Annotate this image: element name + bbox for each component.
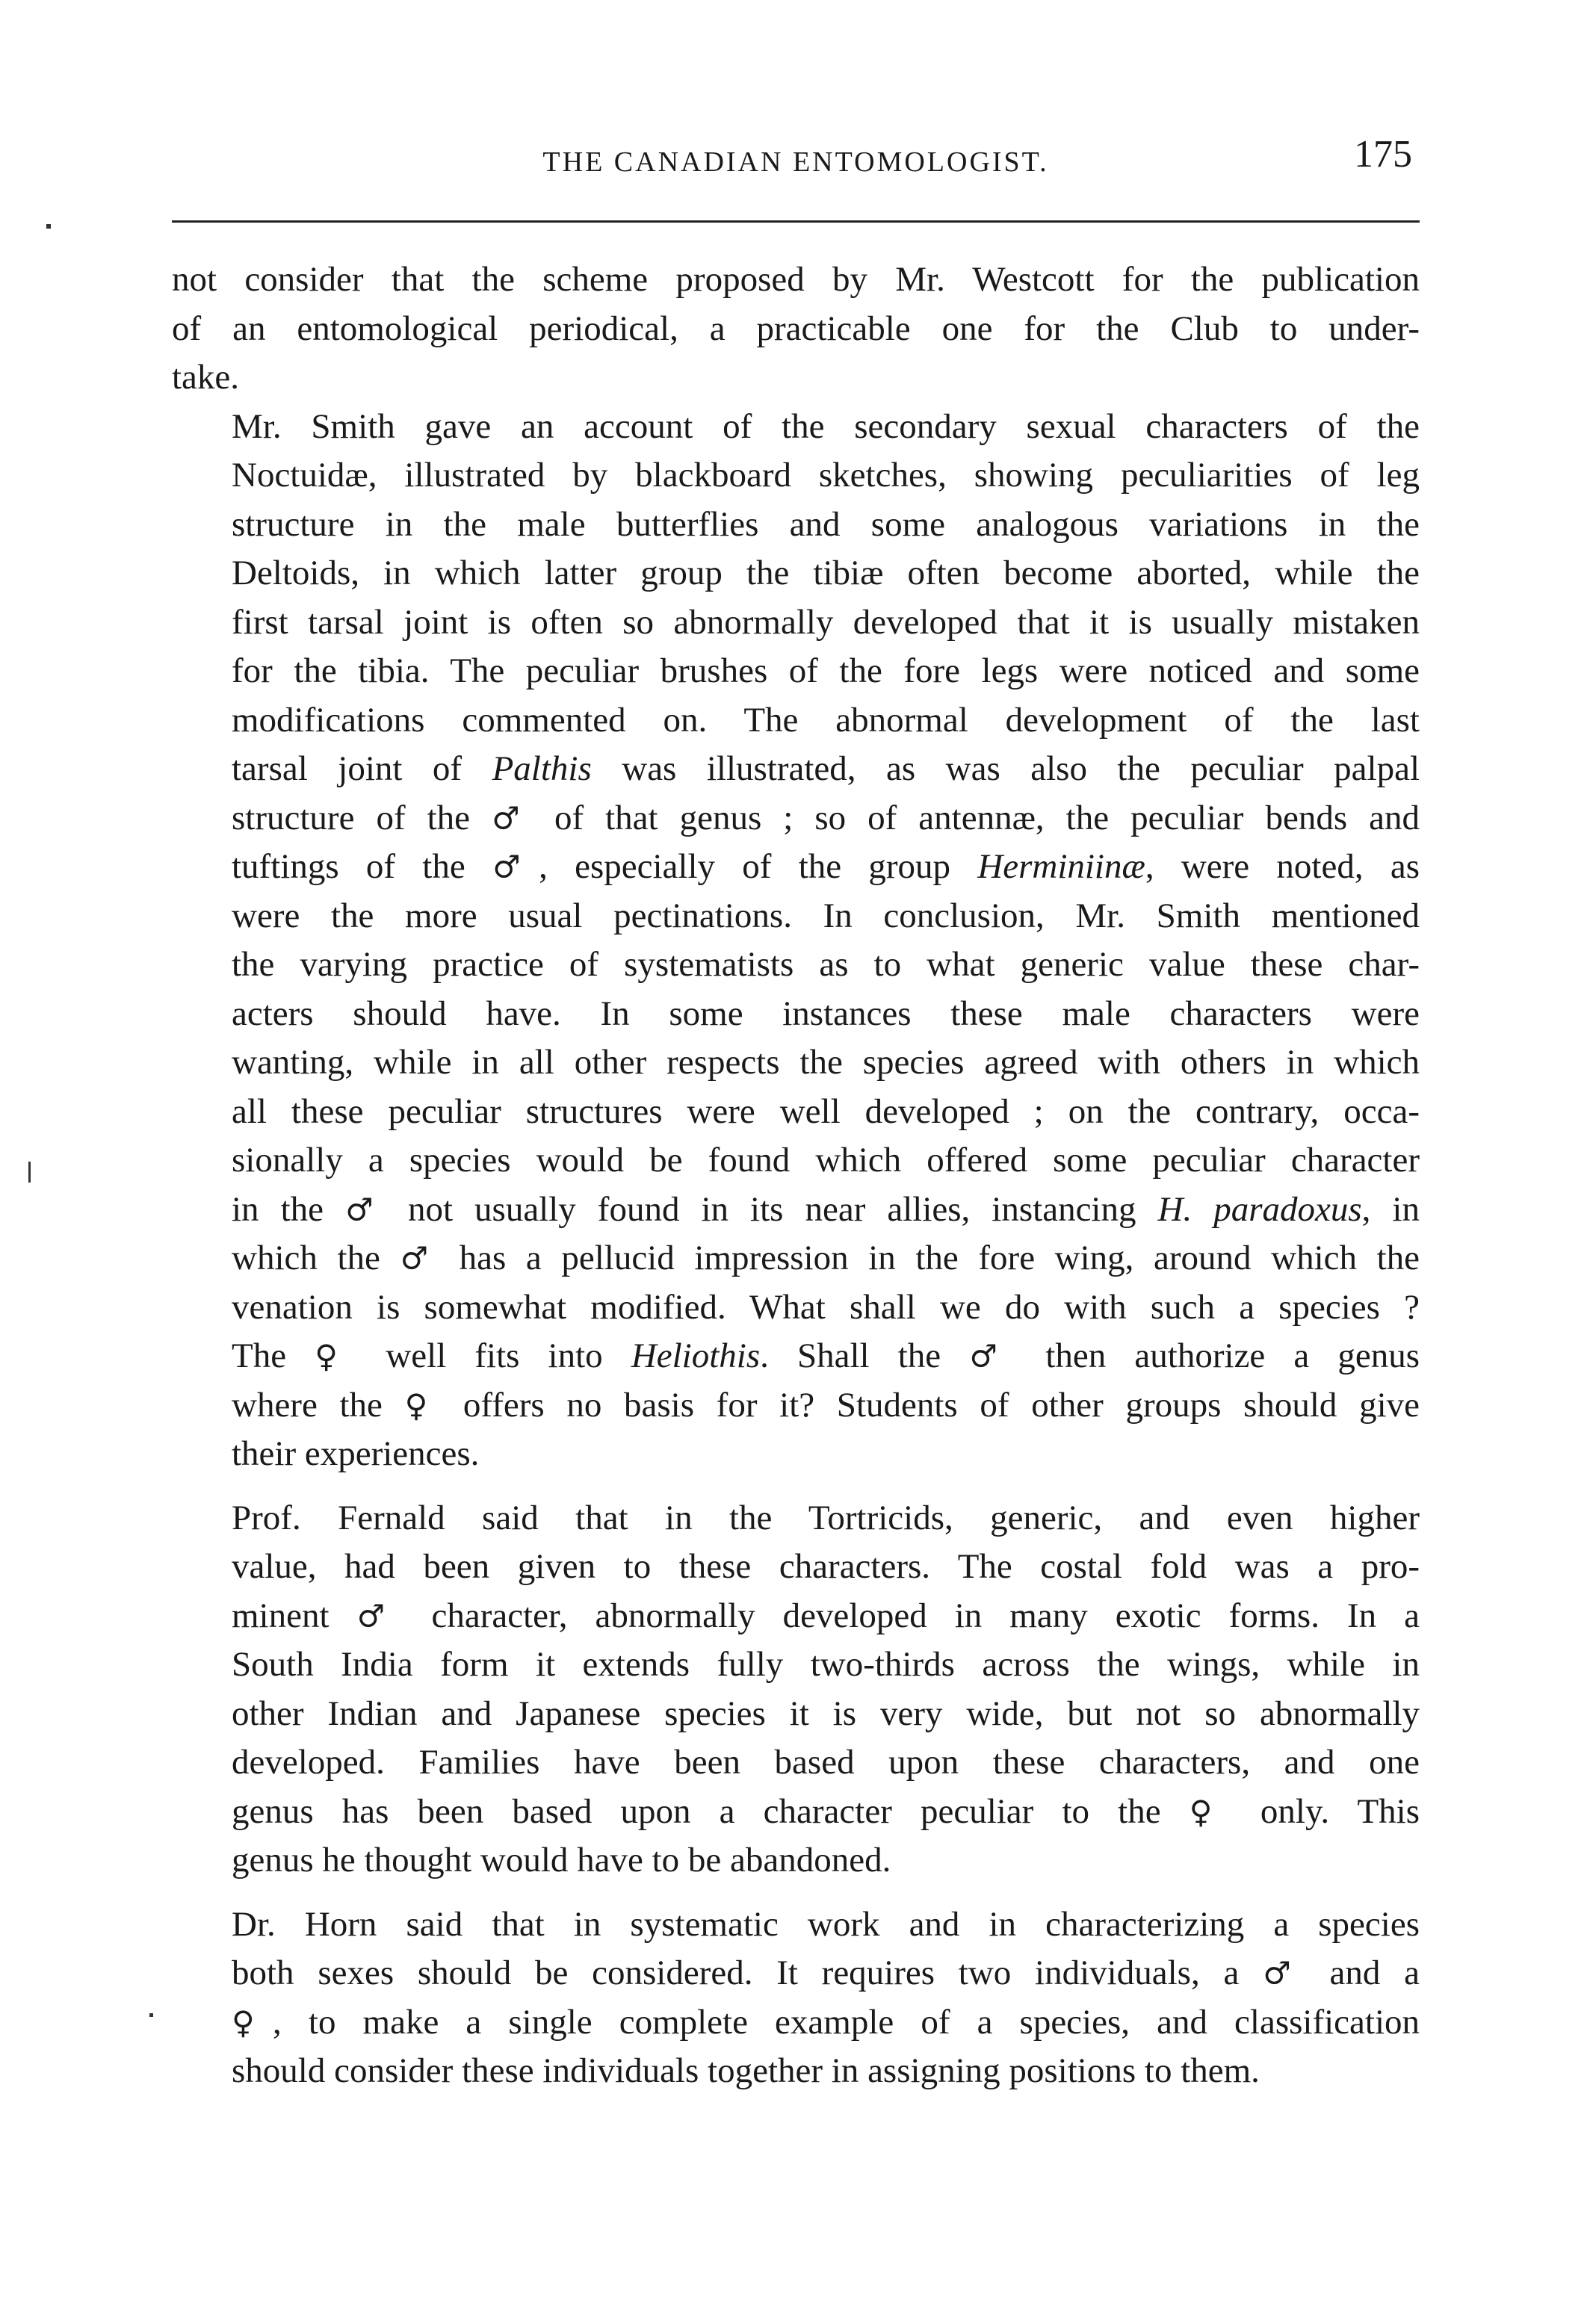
sex-symbol: ♂: [492, 849, 539, 885]
text-line: other Indian and Japanese species it is very wide, but not so abnormally: [232, 1694, 1420, 1733]
text-line: wanting, while in all other respects the species agreed with others in which: [232, 1043, 1420, 1082]
text-line: not consider that the scheme proposed by Mr. Westcott for the publication: [172, 260, 1420, 299]
text-line: of an entomological periodical, a practicable one for the Club to under-: [172, 309, 1420, 348]
page-number: 175: [1354, 133, 1412, 176]
running-head: [172, 131, 1420, 190]
text-line: were the more usual pectinations. In conclusion, Mr. Smith mentioned: [232, 896, 1420, 935]
text-line: tarsal joint of Palthis was illustrated, as was also the peculiar palpal: [232, 749, 1420, 788]
italic-term: Palthis: [492, 749, 592, 788]
text-line: their experiences.: [232, 1434, 480, 1473]
italic-term: Heliothis: [631, 1336, 761, 1375]
margin-speck: [149, 2013, 153, 2017]
margin-mark: [28, 1162, 31, 1183]
text-line: ♀, to make a single complete example of a species, and classification: [232, 2002, 1420, 2042]
text-line: venation is somewhat modified. What shall we do with such a species ?: [232, 1287, 1420, 1327]
sex-symbol: ♀: [1189, 1793, 1232, 1830]
text-line: structure in the male butterflies and some analogous variations in the: [232, 504, 1420, 544]
text-line: Noctuidæ, illustrated by blackboard sketches, showing peculiarities of leg: [232, 456, 1420, 495]
italic-term: Herminiinæ: [977, 847, 1145, 886]
italic-term: H. paradoxus: [1157, 1189, 1362, 1229]
text-line: Dr. Horn said that in systematic work and in characterizing a species: [232, 1904, 1420, 1944]
text-line: both sexes should be considered. It requires two individuals, a ♂ and a: [232, 1953, 1420, 1992]
text-line: tuftings of the ♂, especially of the group Herminiinæ, were noted, as: [232, 847, 1420, 886]
text-line: where the ♀ offers no basis for it? Students of other groups should give: [232, 1385, 1420, 1425]
body-text: [172, 255, 1420, 2096]
text-line: first tarsal joint is often so abnormally developed that it is usually mistaken: [232, 602, 1420, 642]
sex-symbol: ♀: [315, 1338, 358, 1375]
sex-symbol: ♂: [400, 1240, 440, 1277]
sex-symbol: ♀: [404, 1386, 442, 1424]
text-line: structure of the ♂ of that genus ; so of antennæ, the peculiar bends and: [232, 798, 1420, 837]
paragraph-fernald-tortricids: [172, 1494, 1420, 1885]
sex-symbol: ♂: [356, 1597, 404, 1634]
text-line: value, had been given to these characters. The costal fold was a pro-: [232, 1547, 1420, 1586]
text-line: developed. Families have been based upon these characters, and one: [232, 1743, 1420, 1782]
header-rule: [172, 220, 1420, 223]
text-line: the varying practice of systematists as to what generic value these char-: [232, 945, 1420, 984]
sex-symbol: ♂: [345, 1191, 386, 1228]
text-line: for the tibia. The peculiar brushes of the fore legs were noticed and some: [232, 651, 1420, 690]
text-line: which the ♂ has a pellucid impression in the fore wing, around which the: [232, 1239, 1420, 1277]
text-line: all these peculiar structures were well developed ; on the contrary, occa-: [232, 1091, 1420, 1131]
text-line: sionally a species would be found which offered some peculiar character: [232, 1141, 1420, 1180]
paragraph-horn-both-sexes: [172, 1900, 1420, 2096]
text-line: South India form it extends fully two-thirds across the wings, while in: [232, 1645, 1420, 1684]
sex-symbol: ♂: [1263, 1955, 1306, 1992]
text-line: modifications commented on. The abnormal development of the last: [232, 700, 1420, 740]
sex-symbol: ♂: [969, 1338, 1018, 1375]
text-line: Deltoids, in which latter group the tibiæ often become aborted, while the: [232, 554, 1420, 592]
text-line: Mr. Smith gave an account of the secondary sexual characters of the: [232, 406, 1420, 446]
running-title: THE CANADIAN ENTOMOLOGIST.: [542, 146, 1049, 178]
sex-symbol: ♀: [232, 2004, 273, 2041]
paragraph-smith-sexual-characters: [172, 403, 1420, 1479]
text-line: should consider these individuals together in assigning positions to them.: [232, 2051, 1260, 2090]
text-line: genus has been based upon a character peculiar to the ♀ only. This: [232, 1791, 1420, 1831]
paragraph-westcott-scheme: [172, 255, 1420, 403]
text-line: genus he thought would have to be abandoned.: [232, 1841, 891, 1880]
text-line: in the ♂ not usually found in its near allies, instancing H. paradoxus, in: [232, 1189, 1420, 1229]
margin-speck: [46, 224, 51, 229]
text-line: take.: [172, 358, 240, 397]
text-line: acters should have. In some instances these male characters were: [232, 994, 1420, 1033]
text-line: minent ♂ character, abnormally developed in many exotic forms. In a: [232, 1596, 1420, 1635]
text-line: Prof. Fernald said that in the Tortricids, generic, and even higher: [232, 1498, 1420, 1537]
sex-symbol: ♂: [492, 799, 533, 837]
text-line: The ♀ well fits into Heliothis. Shall the ♂ then authorize a genus: [232, 1336, 1420, 1375]
